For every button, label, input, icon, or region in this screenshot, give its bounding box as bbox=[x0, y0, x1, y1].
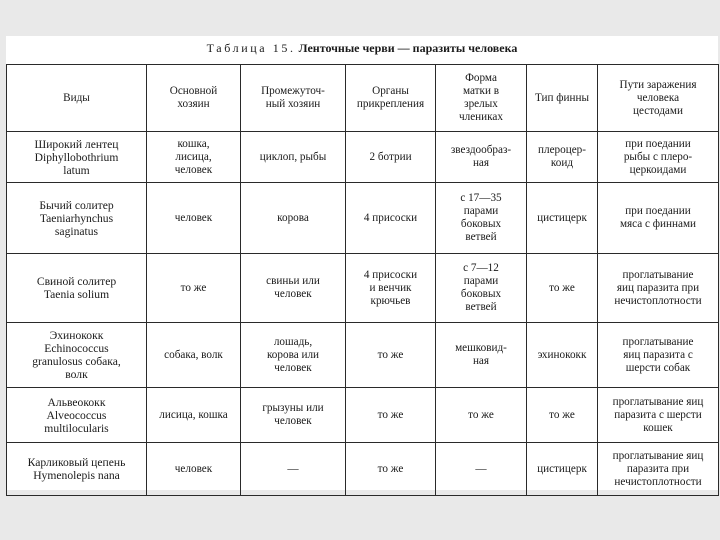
table-row bbox=[7, 183, 719, 254]
table-header-row bbox=[7, 65, 719, 132]
species-cell: Карликовый цепень Hymenolepis nana bbox=[7, 443, 147, 496]
species-cell: Широкий лентец Diphyllobothrium latum bbox=[7, 132, 147, 183]
caption-title: Ленточные черви — паразиты человека bbox=[298, 41, 518, 55]
main-host-cell: человек bbox=[147, 183, 241, 254]
species-cell: Свиной солитер Taenia solium bbox=[7, 254, 147, 323]
column-header-main-host: Основной хозяин bbox=[147, 65, 241, 132]
finna-cell: цистицерк bbox=[527, 183, 598, 254]
column-header-uterus: Форма матки в зрелых члениках bbox=[436, 65, 527, 132]
document-page bbox=[6, 36, 718, 490]
table-row bbox=[7, 323, 719, 388]
infection-cell: проглатывание яиц паразита при нечистоплотности bbox=[598, 443, 719, 496]
uterus-cell: с 17—35 парами боковых ветвей bbox=[436, 183, 527, 254]
finna-cell: плероцер- коид bbox=[527, 132, 598, 183]
uterus-cell: — bbox=[436, 443, 527, 496]
attachment-cell: то же bbox=[346, 388, 436, 443]
column-header-infection: Пути заражения человека цестодами bbox=[598, 65, 719, 132]
intermediate-host-cell: циклоп, рыбы bbox=[241, 132, 346, 183]
species-cell: Альвеококк Alveococcus multilocularis bbox=[7, 388, 147, 443]
attachment-cell: 2 ботрии bbox=[346, 132, 436, 183]
table-row bbox=[7, 388, 719, 443]
uterus-cell: звездообраз- ная bbox=[436, 132, 527, 183]
table-row bbox=[7, 132, 719, 183]
main-host-cell: лисица, кошка bbox=[147, 388, 241, 443]
finna-cell: эхинококк bbox=[527, 323, 598, 388]
column-header-species: Виды bbox=[7, 65, 147, 132]
main-host-cell: собака, волк bbox=[147, 323, 241, 388]
infection-cell: проглатывание яиц паразита с шерсти собак bbox=[598, 323, 719, 388]
attachment-cell: то же bbox=[346, 323, 436, 388]
table-row bbox=[7, 443, 719, 496]
table-row bbox=[7, 254, 719, 323]
tapeworm-table bbox=[6, 64, 719, 496]
attachment-cell: то же bbox=[346, 443, 436, 496]
species-cell: Эхинококк Echinococcus granulosus собака, волк bbox=[7, 323, 147, 388]
finna-cell: то же bbox=[527, 388, 598, 443]
infection-cell: при поедании рыбы с плеро- церкоидами bbox=[598, 132, 719, 183]
finna-cell: цистицерк bbox=[527, 443, 598, 496]
table-caption bbox=[6, 41, 718, 56]
uterus-cell: с 7—12 парами боковых ветвей bbox=[436, 254, 527, 323]
attachment-cell: 4 присоски и венчик крючьев bbox=[346, 254, 436, 323]
intermediate-host-cell: свиньи или человек bbox=[241, 254, 346, 323]
species-cell: Бычий солитер Taeniarhynchus saginatus bbox=[7, 183, 147, 254]
main-host-cell: то же bbox=[147, 254, 241, 323]
column-header-intermediate-host: Промежуточ- ный хозяин bbox=[241, 65, 346, 132]
main-host-cell: кошка, лисица, человек bbox=[147, 132, 241, 183]
column-header-attachment: Органы прикрепления bbox=[346, 65, 436, 132]
intermediate-host-cell: лошадь, корова или человек bbox=[241, 323, 346, 388]
attachment-cell: 4 присоски bbox=[346, 183, 436, 254]
intermediate-host-cell: грызуны или человек bbox=[241, 388, 346, 443]
intermediate-host-cell: — bbox=[241, 443, 346, 496]
intermediate-host-cell: корова bbox=[241, 183, 346, 254]
column-header-finna: Тип финны bbox=[527, 65, 598, 132]
uterus-cell: мешковид- ная bbox=[436, 323, 527, 388]
caption-label: Таблица 15. bbox=[206, 41, 296, 55]
infection-cell: при поедании мяса с финнами bbox=[598, 183, 719, 254]
infection-cell: проглатывание яиц паразита с шерсти кошек bbox=[598, 388, 719, 443]
infection-cell: проглатывание яиц паразита при нечистоплотности bbox=[598, 254, 719, 323]
finna-cell: то же bbox=[527, 254, 598, 323]
main-host-cell: человек bbox=[147, 443, 241, 496]
uterus-cell: то же bbox=[436, 388, 527, 443]
